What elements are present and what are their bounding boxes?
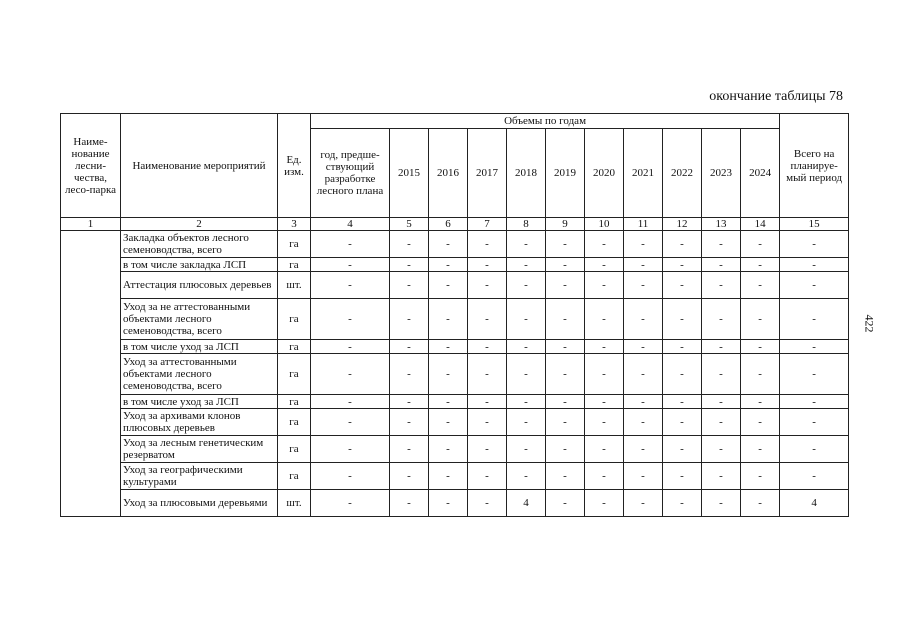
header-year: 2022: [663, 129, 702, 218]
year-value-cell: -: [507, 354, 546, 395]
activity-name: в том числе уход за ЛСП: [121, 340, 278, 354]
prior-year-cell: -: [311, 490, 390, 517]
year-value-cell: -: [390, 258, 429, 272]
year-value-cell: -: [702, 395, 741, 409]
year-value-cell: -: [468, 490, 507, 517]
unit-cell: га: [278, 231, 311, 258]
total-cell: -: [780, 231, 849, 258]
year-value-cell: -: [468, 299, 507, 340]
year-value-cell: -: [741, 299, 780, 340]
year-value-cell: -: [741, 231, 780, 258]
year-value-cell: -: [741, 395, 780, 409]
unit-cell: га: [278, 354, 311, 395]
column-number-row: [61, 218, 849, 231]
year-value-cell: -: [390, 231, 429, 258]
activity-name: в том числе уход за ЛСП: [121, 395, 278, 409]
year-value-cell: -: [429, 490, 468, 517]
year-value-cell: -: [585, 272, 624, 299]
table-row: [61, 258, 849, 272]
prior-year-cell: -: [311, 231, 390, 258]
year-value-cell: -: [741, 272, 780, 299]
year-value-cell: -: [624, 395, 663, 409]
column-number: 8: [507, 218, 546, 231]
year-value-cell: -: [585, 436, 624, 463]
total-cell: -: [780, 409, 849, 436]
column-number: 12: [663, 218, 702, 231]
year-value-cell: -: [663, 272, 702, 299]
year-value-cell: -: [507, 272, 546, 299]
column-number: 3: [278, 218, 311, 231]
table-body: [61, 231, 849, 517]
year-value-cell: -: [702, 354, 741, 395]
year-value-cell: -: [507, 395, 546, 409]
year-value-cell: -: [585, 409, 624, 436]
year-value-cell: -: [429, 340, 468, 354]
table-row: [61, 463, 849, 490]
column-number: 4: [311, 218, 390, 231]
column-number: 2: [121, 218, 278, 231]
year-value-cell: -: [585, 354, 624, 395]
column-number: 15: [780, 218, 849, 231]
column-number: 14: [741, 218, 780, 231]
year-value-cell: -: [702, 258, 741, 272]
year-value-cell: -: [624, 258, 663, 272]
year-value-cell: -: [468, 258, 507, 272]
year-value-cell: -: [741, 463, 780, 490]
column-number: 9: [546, 218, 585, 231]
activity-name: Уход за архивами клонов плюсовых деревьев: [121, 409, 278, 436]
year-value-cell: -: [507, 258, 546, 272]
year-value-cell: -: [390, 340, 429, 354]
year-value-cell: -: [741, 436, 780, 463]
year-value-cell: -: [507, 231, 546, 258]
activity-name: Уход за географическими культурами: [121, 463, 278, 490]
year-value-cell: -: [585, 340, 624, 354]
prior-year-cell: -: [311, 299, 390, 340]
total-cell: -: [780, 272, 849, 299]
year-value-cell: -: [468, 354, 507, 395]
year-value-cell: -: [663, 409, 702, 436]
unit-cell: га: [278, 395, 311, 409]
header-year: 2015: [390, 129, 429, 218]
column-number: 10: [585, 218, 624, 231]
year-value-cell: -: [429, 395, 468, 409]
year-value-cell: -: [663, 490, 702, 517]
total-cell: -: [780, 299, 849, 340]
year-value-cell: -: [702, 272, 741, 299]
unit-cell: шт.: [278, 490, 311, 517]
year-value-cell: -: [702, 340, 741, 354]
header-prior-year: год, предше-ствующий разработке лесного плана: [311, 129, 390, 218]
year-value-cell: -: [585, 463, 624, 490]
unit-cell: га: [278, 409, 311, 436]
table-row: [61, 340, 849, 354]
year-value-cell: -: [429, 463, 468, 490]
year-value-cell: -: [741, 354, 780, 395]
year-value-cell: -: [507, 409, 546, 436]
year-value-cell: -: [741, 258, 780, 272]
year-value-cell: -: [390, 354, 429, 395]
unit-cell: га: [278, 299, 311, 340]
year-value-cell: -: [624, 340, 663, 354]
column-number: 7: [468, 218, 507, 231]
year-value-cell: -: [702, 409, 741, 436]
year-value-cell: -: [390, 299, 429, 340]
header-activity: Наименование мероприятий: [121, 114, 278, 218]
year-value-cell: -: [585, 231, 624, 258]
year-value-cell: -: [663, 258, 702, 272]
header-year: 2017: [468, 129, 507, 218]
year-value-cell: -: [546, 395, 585, 409]
year-value-cell: -: [546, 299, 585, 340]
year-value-cell: -: [624, 272, 663, 299]
year-value-cell: -: [663, 395, 702, 409]
year-value-cell: -: [702, 299, 741, 340]
forestry-cell: [61, 231, 121, 517]
header-year: 2020: [585, 129, 624, 218]
unit-cell: га: [278, 340, 311, 354]
year-value-cell: -: [624, 463, 663, 490]
year-value-cell: -: [429, 258, 468, 272]
activity-name: Уход за не аттестованными объектами лесного семеноводства, всего: [121, 299, 278, 340]
year-value-cell: -: [390, 272, 429, 299]
year-value-cell: -: [507, 436, 546, 463]
year-value-cell: -: [585, 490, 624, 517]
total-cell: -: [780, 258, 849, 272]
activity-name: в том числе закладка ЛСП: [121, 258, 278, 272]
unit-cell: шт.: [278, 272, 311, 299]
prior-year-cell: -: [311, 463, 390, 490]
year-value-cell: -: [507, 463, 546, 490]
prior-year-cell: -: [311, 395, 390, 409]
prior-year-cell: -: [311, 272, 390, 299]
column-number: 6: [429, 218, 468, 231]
year-value-cell: -: [390, 463, 429, 490]
year-value-cell: -: [546, 231, 585, 258]
year-value-cell: -: [624, 299, 663, 340]
table-row: [61, 272, 849, 299]
header-year: 2024: [741, 129, 780, 218]
year-value-cell: -: [663, 299, 702, 340]
header-year: 2023: [702, 129, 741, 218]
year-value-cell: -: [624, 409, 663, 436]
year-value-cell: -: [546, 340, 585, 354]
year-value-cell: -: [702, 463, 741, 490]
year-value-cell: -: [624, 354, 663, 395]
year-value-cell: -: [624, 436, 663, 463]
unit-cell: га: [278, 463, 311, 490]
year-value-cell: -: [507, 299, 546, 340]
total-cell: -: [780, 436, 849, 463]
activity-name: Уход за плюсовыми деревьями: [121, 490, 278, 517]
total-cell: -: [780, 395, 849, 409]
year-value-cell: -: [663, 354, 702, 395]
table-row: [61, 490, 849, 517]
header-year: 2018: [507, 129, 546, 218]
activity-name: Аттестация плюсовых деревьев: [121, 272, 278, 299]
total-cell: 4: [780, 490, 849, 517]
year-value-cell: -: [468, 340, 507, 354]
table-row: [61, 299, 849, 340]
header-total: Всего на планируе-мый период: [780, 114, 849, 218]
year-value-cell: -: [468, 436, 507, 463]
total-cell: -: [780, 354, 849, 395]
page-number: 422: [862, 314, 877, 333]
total-cell: -: [780, 340, 849, 354]
year-value-cell: -: [702, 436, 741, 463]
year-value-cell: -: [546, 258, 585, 272]
year-value-cell: -: [507, 340, 546, 354]
year-value-cell: -: [390, 490, 429, 517]
year-value-cell: -: [585, 395, 624, 409]
table-row: [61, 436, 849, 463]
unit-cell: га: [278, 258, 311, 272]
year-value-cell: -: [390, 409, 429, 436]
year-value-cell: -: [585, 258, 624, 272]
prior-year-cell: -: [311, 436, 390, 463]
year-value-cell: -: [663, 231, 702, 258]
year-value-cell: -: [546, 409, 585, 436]
table-row: [61, 231, 849, 258]
year-value-cell: -: [468, 409, 507, 436]
year-value-cell: -: [390, 395, 429, 409]
header-unit: Ед. изм.: [278, 114, 311, 218]
year-value-cell: -: [663, 436, 702, 463]
year-value-cell: -: [663, 340, 702, 354]
year-value-cell: -: [429, 409, 468, 436]
activity-name: Закладка объектов лесного семеноводства, всего: [121, 231, 278, 258]
year-value-cell: -: [702, 490, 741, 517]
year-value-cell: -: [468, 231, 507, 258]
total-cell: -: [780, 463, 849, 490]
prior-year-cell: -: [311, 354, 390, 395]
header-volumes-by-year: Объемы по годам: [311, 114, 780, 129]
year-value-cell: -: [663, 463, 702, 490]
year-value-cell: -: [429, 299, 468, 340]
year-value-cell: -: [585, 299, 624, 340]
year-value-cell: -: [429, 354, 468, 395]
table-caption: окончание таблицы 78: [709, 89, 843, 104]
year-value-cell: -: [546, 463, 585, 490]
header-year: 2016: [429, 129, 468, 218]
prior-year-cell: -: [311, 258, 390, 272]
table-row: [61, 409, 849, 436]
year-value-cell: -: [546, 272, 585, 299]
year-value-cell: -: [741, 490, 780, 517]
prior-year-cell: -: [311, 340, 390, 354]
year-value-cell: 4: [507, 490, 546, 517]
table-row: [61, 395, 849, 409]
year-value-cell: -: [702, 231, 741, 258]
column-number: 11: [624, 218, 663, 231]
year-value-cell: -: [390, 436, 429, 463]
year-value-cell: -: [468, 395, 507, 409]
year-value-cell: -: [429, 436, 468, 463]
year-value-cell: -: [624, 490, 663, 517]
table-row: [61, 354, 849, 395]
year-value-cell: -: [741, 409, 780, 436]
year-value-cell: -: [741, 340, 780, 354]
year-value-cell: -: [624, 231, 663, 258]
unit-cell: га: [278, 436, 311, 463]
header-year: 2019: [546, 129, 585, 218]
forest-seed-table: [60, 113, 849, 517]
year-value-cell: -: [429, 272, 468, 299]
year-value-cell: -: [546, 354, 585, 395]
column-number: 13: [702, 218, 741, 231]
year-value-cell: -: [468, 272, 507, 299]
year-value-cell: -: [546, 490, 585, 517]
activity-name: Уход за аттестованными объектами лесного семеноводства, всего: [121, 354, 278, 395]
header-forestry: Наиме-нование лесни-чества, лесо-парка: [61, 114, 121, 218]
header-year: 2021: [624, 129, 663, 218]
year-value-cell: -: [468, 463, 507, 490]
header-row-1: [61, 114, 849, 129]
activity-name: Уход за лесным генетическим резерватом: [121, 436, 278, 463]
column-number: 1: [61, 218, 121, 231]
column-number: 5: [390, 218, 429, 231]
year-value-cell: -: [546, 436, 585, 463]
year-value-cell: -: [429, 231, 468, 258]
prior-year-cell: -: [311, 409, 390, 436]
